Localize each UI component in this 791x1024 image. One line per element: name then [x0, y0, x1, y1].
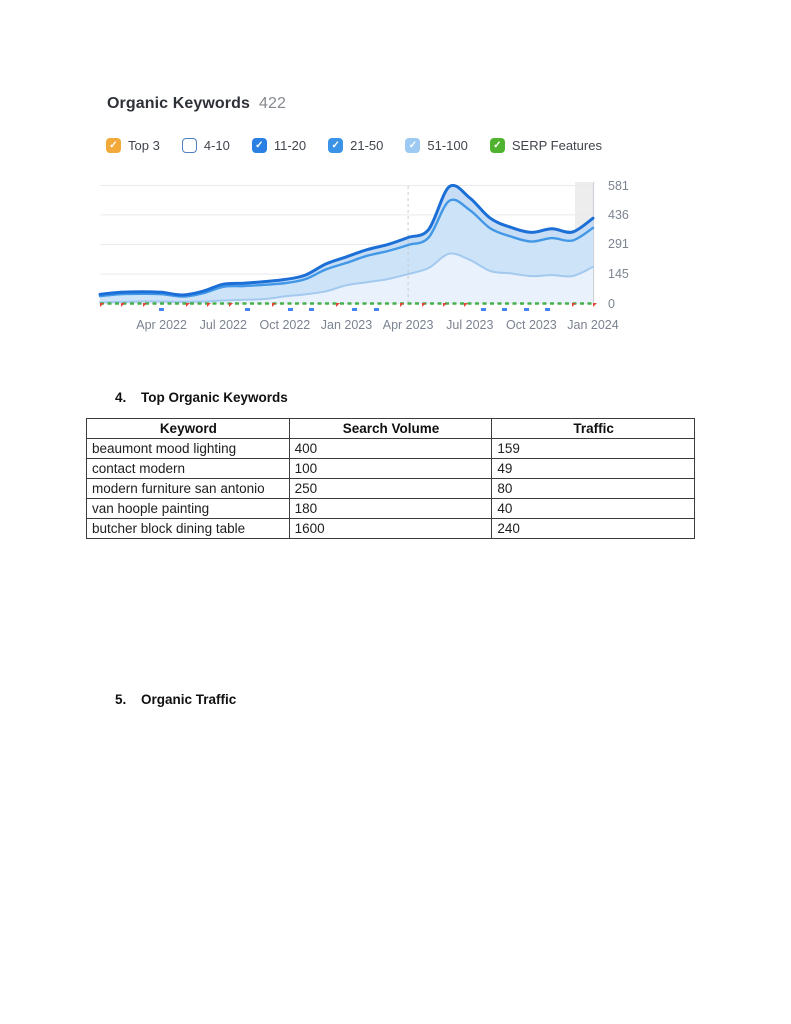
- table-row: [87, 439, 695, 459]
- legend-item-11-20[interactable]: [252, 138, 306, 153]
- table-row: [87, 499, 695, 519]
- x-axis-tick-label: Jul 2022: [199, 318, 247, 332]
- section-title: Organic Traffic: [141, 692, 237, 707]
- table-row: [87, 459, 695, 479]
- checked-checkbox-icon[interactable]: [252, 138, 267, 153]
- checkmark-icon: ✓: [331, 139, 340, 151]
- search-volume-cell: 1600: [289, 519, 492, 539]
- search-volume-cell: 400: [289, 439, 492, 459]
- chart-title: [107, 95, 286, 113]
- organic-keywords-trend-chart: [100, 178, 760, 342]
- section-number: 4.: [115, 390, 127, 405]
- y-axis-tick-label: 145: [608, 267, 629, 282]
- legend-label: 51-100: [427, 138, 468, 153]
- keyword-cell: butcher block dining table: [87, 519, 290, 539]
- legend-item-serp-features[interactable]: [490, 138, 602, 153]
- column-header: Search Volume: [289, 419, 492, 439]
- keyword-cell: van hoople painting: [87, 499, 290, 519]
- keyword-cell: beaumont mood lighting: [87, 439, 290, 459]
- legend-label: 4-10: [203, 138, 230, 153]
- legend-label: SERP Features: [511, 138, 602, 153]
- checkmark-icon: ✓: [109, 139, 118, 151]
- table-header-row: [87, 419, 695, 439]
- y-axis-tick-label: 581: [608, 178, 629, 193]
- trend-plot: [100, 182, 600, 310]
- section-title: Top Organic Keywords: [141, 390, 288, 405]
- checkmark-icon: ✓: [408, 139, 418, 151]
- table-row: [87, 479, 695, 499]
- search-volume-cell: 180: [289, 499, 492, 519]
- x-axis-tick-label: Oct 2022: [259, 318, 311, 332]
- search-volume-cell: 100: [289, 459, 492, 479]
- checked-checkbox-icon[interactable]: [106, 138, 121, 153]
- traffic-cell: 159: [492, 439, 695, 459]
- x-axis-tick-label: Jul 2023: [446, 318, 494, 332]
- legend-item-top-3[interactable]: [106, 138, 160, 153]
- checkmark-icon: ✓: [493, 139, 502, 151]
- keyword-cell: contact modern: [87, 459, 290, 479]
- checked-checkbox-icon[interactable]: [328, 138, 343, 153]
- chart-title-text: Organic Keywords: [107, 95, 250, 112]
- column-header: Keyword: [87, 419, 290, 439]
- traffic-cell: 40: [492, 499, 695, 519]
- legend-label: 11-20: [273, 138, 307, 153]
- section-heading-top-organic-keywords: [115, 390, 288, 405]
- y-axis-tick-label: 0: [608, 296, 615, 311]
- traffic-cell: 49: [492, 459, 695, 479]
- unchecked-checkbox-icon[interactable]: [182, 138, 197, 153]
- x-axis-tick-label: Jan 2024: [567, 318, 619, 332]
- top-organic-keywords-table: [86, 418, 695, 539]
- x-axis-tick-label: Oct 2023: [506, 318, 557, 332]
- chart-legend: [106, 138, 602, 153]
- traffic-cell: 80: [492, 479, 695, 499]
- legend-item-51-100[interactable]: [405, 138, 467, 153]
- search-volume-cell: 250: [289, 479, 492, 499]
- checked-checkbox-icon[interactable]: [405, 138, 420, 153]
- table-row: [87, 519, 695, 539]
- checkmark-icon: ✓: [255, 139, 264, 151]
- legend-item-4-10[interactable]: [182, 138, 230, 153]
- section-heading-organic-traffic: [115, 692, 236, 707]
- traffic-cell: 240: [492, 519, 695, 539]
- column-header: Traffic: [492, 419, 695, 439]
- legend-label: Top 3: [128, 138, 160, 153]
- section-number: 5.: [115, 692, 127, 707]
- y-axis-tick-label: 436: [608, 207, 629, 222]
- x-axis-tick-label: Apr 2023: [382, 318, 434, 332]
- checked-checkbox-icon[interactable]: [490, 138, 505, 153]
- legend-label: 21-50: [350, 138, 384, 153]
- y-axis-tick-label: 291: [608, 237, 629, 252]
- keyword-cell: modern furniture san antonio: [87, 479, 290, 499]
- x-axis-tick-label: Jan 2023: [320, 318, 373, 332]
- legend-item-21-50[interactable]: [328, 138, 383, 153]
- x-axis-tick-label: Apr 2022: [136, 318, 187, 332]
- keywords-total-count: 422: [258, 95, 286, 112]
